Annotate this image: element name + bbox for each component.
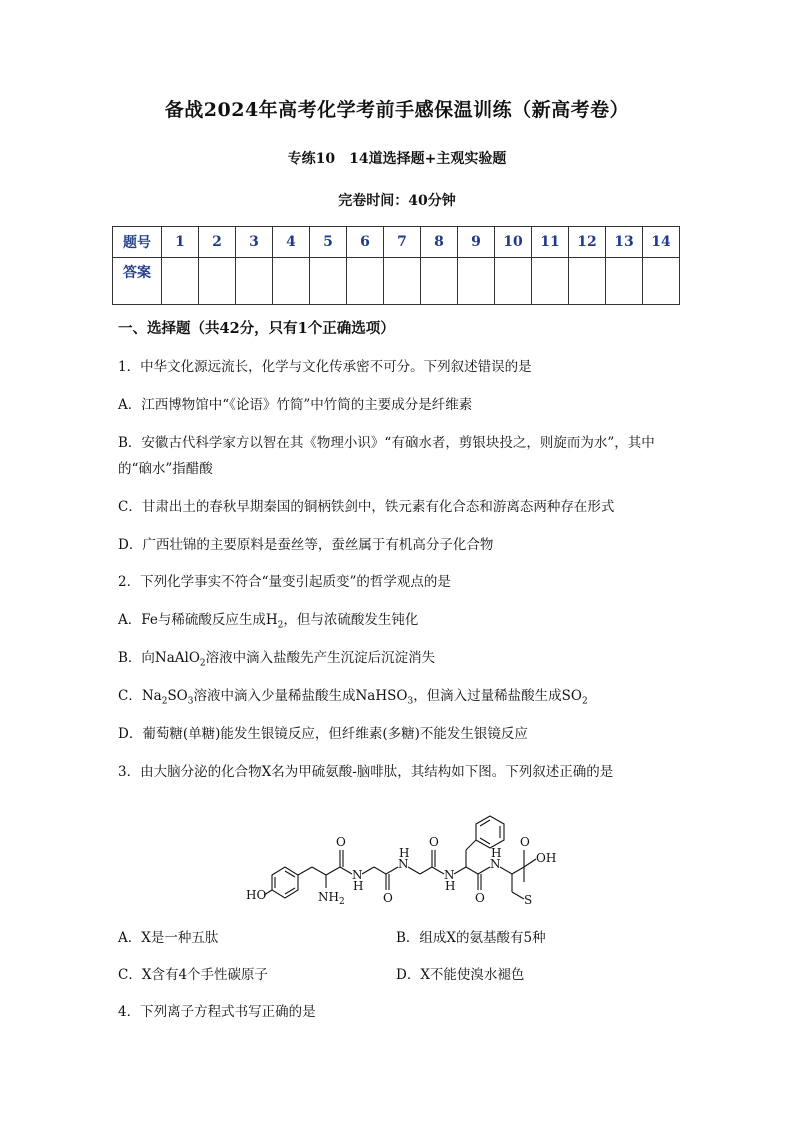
question-2-option-b: B．向NaAlO$_2$溶液中滴入盐酸先产生沉淀后沉淀消失 [118, 650, 436, 669]
question-1-option-b-line2: 的“硇水”指醋酸 [118, 461, 213, 477]
question-1-option-d: D．广西壮锦的主要原料是蚕丝等，蚕丝属于有机高分子化合物 [118, 537, 494, 553]
question-1-option-c: C．甘肃出土的春秋早期秦国的铜柄铁剑中，铁元素有化合态和游离态两种存在形式 [118, 499, 615, 515]
page-title: 备战2024年高考化学考前手感保温训练（新高考卷） [164, 99, 630, 121]
hydroxyl-label: HO [246, 888, 267, 902]
answer-cell[interactable] [236, 258, 273, 305]
question-number-row [113, 227, 680, 258]
question-number: 1 [162, 227, 199, 258]
question-number: 5 [310, 227, 347, 258]
amine-label: $NH_2$ [318, 890, 345, 907]
answer-cell[interactable] [273, 258, 310, 305]
answer-cell[interactable] [347, 258, 384, 305]
question-number-header: 题号 [113, 227, 162, 258]
question-number: 12 [569, 227, 606, 258]
amide-n-label-1: N [352, 868, 363, 882]
page-subtitle: 专练10 14道选择题+主观实验题 [287, 151, 507, 167]
answer-cell[interactable] [310, 258, 347, 305]
amide-n-label-4: N [490, 857, 501, 871]
answer-cell[interactable] [532, 258, 569, 305]
question-2-option-c: C．$Na_2SO_3$溶液中滴入少量稀盐酸生成NaHSO$_3$，但滴入过量稀盐酸生成$SO_2$ [118, 688, 588, 707]
exam-time: 完卷时间：40分钟 [338, 193, 456, 209]
question-1-option-b-line1: B．安徽古代科学家方以智在其《物理小识》“有硇水者，剪银块投之，则旋而为水”，其中 [118, 435, 655, 451]
amide-h-label-3: H [445, 879, 456, 893]
question-number: 7 [384, 227, 421, 258]
amide-h-label-1: H [353, 879, 364, 893]
question-3-option-a: A．X是一种五肽 [118, 930, 219, 946]
answer-header: 答案 [113, 258, 162, 305]
amide-n-label-2: N [398, 857, 409, 871]
question-number: 2 [199, 227, 236, 258]
section-heading: 一、选择题（共42分，只有1个正确选项） [118, 320, 395, 337]
carbonyl-o-label-4: O [475, 891, 485, 905]
amide-h-label-2: H [399, 846, 410, 860]
answer-row [113, 258, 680, 305]
question-3-stem: 3．由大脑分泌的化合物X名为甲硫氨酸-脑啡肽，其结构如下图。下列叙述正确的是 [118, 764, 614, 780]
answer-cell[interactable] [421, 258, 458, 305]
question-number: 14 [643, 227, 680, 258]
answer-cell[interactable] [643, 258, 680, 305]
answer-cell[interactable] [384, 258, 421, 305]
question-2-stem: 2．下列化学事实不符合“量变引起质变”的哲学观点的是 [118, 574, 451, 590]
sulfur-label: S [524, 893, 533, 907]
answer-cell[interactable] [458, 258, 495, 305]
answer-table [112, 226, 680, 305]
question-number: 13 [606, 227, 643, 258]
answer-cell[interactable] [199, 258, 236, 305]
question-4-stem: 4．下列离子方程式书写正确的是 [118, 1004, 316, 1020]
question-2-option-a: A．Fe与稀硫酸反应生成$H_2$，但与浓硫酸发生钝化 [118, 612, 419, 631]
question-number: 11 [532, 227, 569, 258]
question-number: 3 [236, 227, 273, 258]
peptide-structure-diagram [240, 800, 560, 910]
answer-cell[interactable] [162, 258, 199, 305]
question-number: 8 [421, 227, 458, 258]
acid-oh-label: OH [536, 851, 557, 865]
question-3-option-b: B．组成X的氨基酸有5种 [396, 930, 546, 946]
question-2-option-d: D．葡萄糖(单糖)能发生银镜反应，但纤维素(多糖)不能发生银镜反应 [118, 726, 528, 742]
question-number: 4 [273, 227, 310, 258]
question-1-option-a: A．江西博物馆中“《论语》竹简”中竹简的主要成分是纤维素 [118, 397, 473, 413]
question-number: 9 [458, 227, 495, 258]
answer-cell[interactable] [606, 258, 643, 305]
amide-n-label-3: N [444, 868, 455, 882]
answer-cell[interactable] [495, 258, 532, 305]
amide-h-label-4: H [491, 846, 502, 860]
answer-cell[interactable] [569, 258, 606, 305]
carbonyl-o-label-2: O [383, 891, 393, 905]
carbonyl-o-label-3: O [429, 835, 439, 849]
question-3-option-c: C．X含有4个手性碳原子 [118, 967, 269, 983]
carbonyl-o-label-1: O [336, 835, 346, 849]
question-number: 6 [347, 227, 384, 258]
question-3-option-d: D．X不能使溴水褪色 [396, 967, 525, 983]
question-1-stem: 1．中华文化源远流长，化学与文化传承密不可分。下列叙述错误的是 [118, 359, 532, 375]
question-number: 10 [495, 227, 532, 258]
acid-o-label: O [520, 835, 530, 849]
